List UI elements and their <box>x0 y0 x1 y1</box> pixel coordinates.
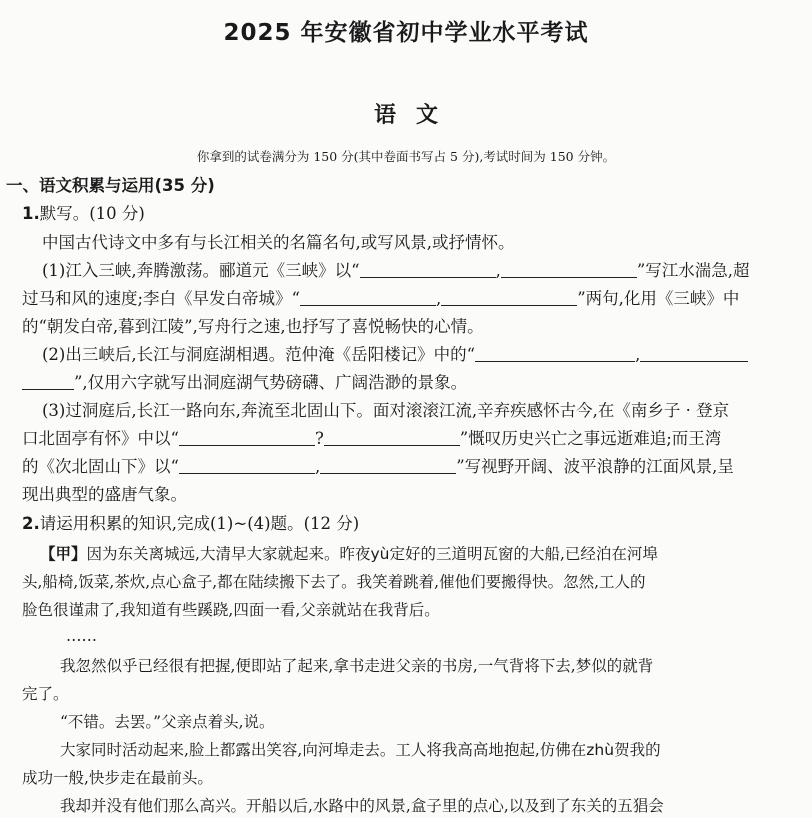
passage-line: 脸色很谨肃了,我知道有些蹊跷,四面一看,父亲就站在我背后。 <box>22 601 440 619</box>
pinyin-blank: zhù <box>586 741 615 759</box>
q1-text: 口北固亭有怀》中以“ <box>22 429 179 448</box>
q1-text: (2)出三峡后,长江与洞庭湖相遇。范仲淹《岳阳楼记》中的“ <box>42 345 476 364</box>
q1-part3-line3 <box>22 456 734 478</box>
passage-label: 【甲】 <box>40 545 87 563</box>
answer-blank[interactable] <box>179 429 315 446</box>
passage-line: 成功一般,快步走在最前头。 <box>22 769 213 787</box>
answer-blank[interactable] <box>22 373 74 390</box>
q1-text: ? <box>314 429 324 448</box>
q1-text: (1)江入三峡,奔腾激荡。郦道元《三峡》以“ <box>42 261 360 280</box>
q2-stem: 请运用积累的知识,完成(1)~(4)题。(12 分) <box>39 514 360 533</box>
q1-stem: 默写。(10 分) <box>39 204 145 223</box>
q1-text: ”,仅用六字就写出洞庭湖气势磅礴、广阔浩渺的景象。 <box>74 373 468 392</box>
answer-blank[interactable] <box>324 429 460 446</box>
answer-blank[interactable] <box>475 345 635 362</box>
q1-part1-line3: 的“朝发白帝,暮到江陵”,写舟行之速,也抒写了喜悦畅快的心情。 <box>22 317 484 336</box>
q1-part3-line2 <box>22 428 721 450</box>
passage-line: “不错。去罢。”父亲点着头,说。 <box>60 713 275 731</box>
q2-number: 2. <box>22 514 40 533</box>
exam-title: 2025 年安徽省初中学业水平考试 <box>223 20 589 46</box>
q1-text: 过马和风的速度;李白《早发白帝城》“ <box>22 289 300 308</box>
passage-text: 大家同时活动起来,脸上都露出笑容,向河埠走去。工人将我高高地抱起,仿佛在 <box>60 741 587 759</box>
passage-ellipsis: …… <box>66 627 97 645</box>
q1-number: 1. <box>22 204 40 223</box>
q1-text: , <box>635 345 641 364</box>
q1-stem-line <box>22 203 145 225</box>
q1-text: , <box>314 457 321 476</box>
answer-blank[interactable] <box>320 457 456 474</box>
answer-blank[interactable] <box>360 261 496 278</box>
subject-title: 语文 <box>373 103 458 128</box>
q1-part3-line4: 现出典型的盛唐气象。 <box>22 485 187 504</box>
pinyin-blank: yù <box>370 545 390 563</box>
q2-stem-line <box>22 513 359 535</box>
answer-blank[interactable] <box>300 289 436 306</box>
passage-line: 我却并没有他们那么高兴。开船以后,水路中的风景,盒子里的点心,以及到了东关的五猖会 <box>60 797 664 815</box>
q1-intro: 中国古代诗文中多有与长江相关的名篇名句,或写风景,或抒情怀。 <box>42 233 515 252</box>
answer-blank[interactable] <box>640 345 748 362</box>
q1-part1-line2 <box>22 288 739 310</box>
passage-text: 因为东关离城远,大清早大家就起来。昨夜 <box>86 545 371 563</box>
answer-blank[interactable] <box>441 289 577 306</box>
passage-text: 定好的三道明瓦窗的大船,已经泊在河埠 <box>389 545 658 563</box>
passage-line: 完了。 <box>22 685 69 703</box>
q1-part2-line2 <box>22 372 467 394</box>
passage-text: 贺我的 <box>614 741 661 759</box>
q1-text: , <box>495 261 501 280</box>
passage-line <box>60 739 661 761</box>
q1-part3-line1: (3)过洞庭后,长江一路向东,奔流至北固山下。面对滚滚江流,辛弃疾感怀古今,在《南乡子 · 登京 <box>42 401 730 420</box>
q1-text: ”两句,化用《三峡》中 <box>577 289 740 308</box>
q1-part1-line1 <box>42 260 750 282</box>
passage-line <box>40 543 658 565</box>
q1-text: 的《次北固山下》以“ <box>22 457 179 476</box>
passage-line: 我忽然似乎已经很有把握,便即站了起来,拿书走进父亲的书房,一气背将下去,梦似的就背 <box>60 657 654 675</box>
answer-blank[interactable] <box>179 457 315 474</box>
q1-text: ”写江水湍急,超 <box>636 261 750 280</box>
q1-text: ”写视野开阔、波平浪静的江面风景,呈 <box>456 457 734 476</box>
section-title: 一、语文积累与运用(35 分) <box>6 176 215 195</box>
q1-text: , <box>436 289 442 308</box>
q1-text: ”慨叹历史兴亡之事远逝难追;而王湾 <box>459 429 722 448</box>
passage-line: 头,船椅,饭菜,茶炊,点心盒子,都在陆续搬下去了。我笑着跳着,催他们要搬得快。忽然,工人的 <box>22 573 646 591</box>
q1-part2-line1 <box>42 344 748 366</box>
exam-notice: 你拿到的试卷满分为 150 分(其中卷面书写占 5 分),考试时间为 150 分钟。 <box>196 149 616 164</box>
answer-blank[interactable] <box>501 261 637 278</box>
